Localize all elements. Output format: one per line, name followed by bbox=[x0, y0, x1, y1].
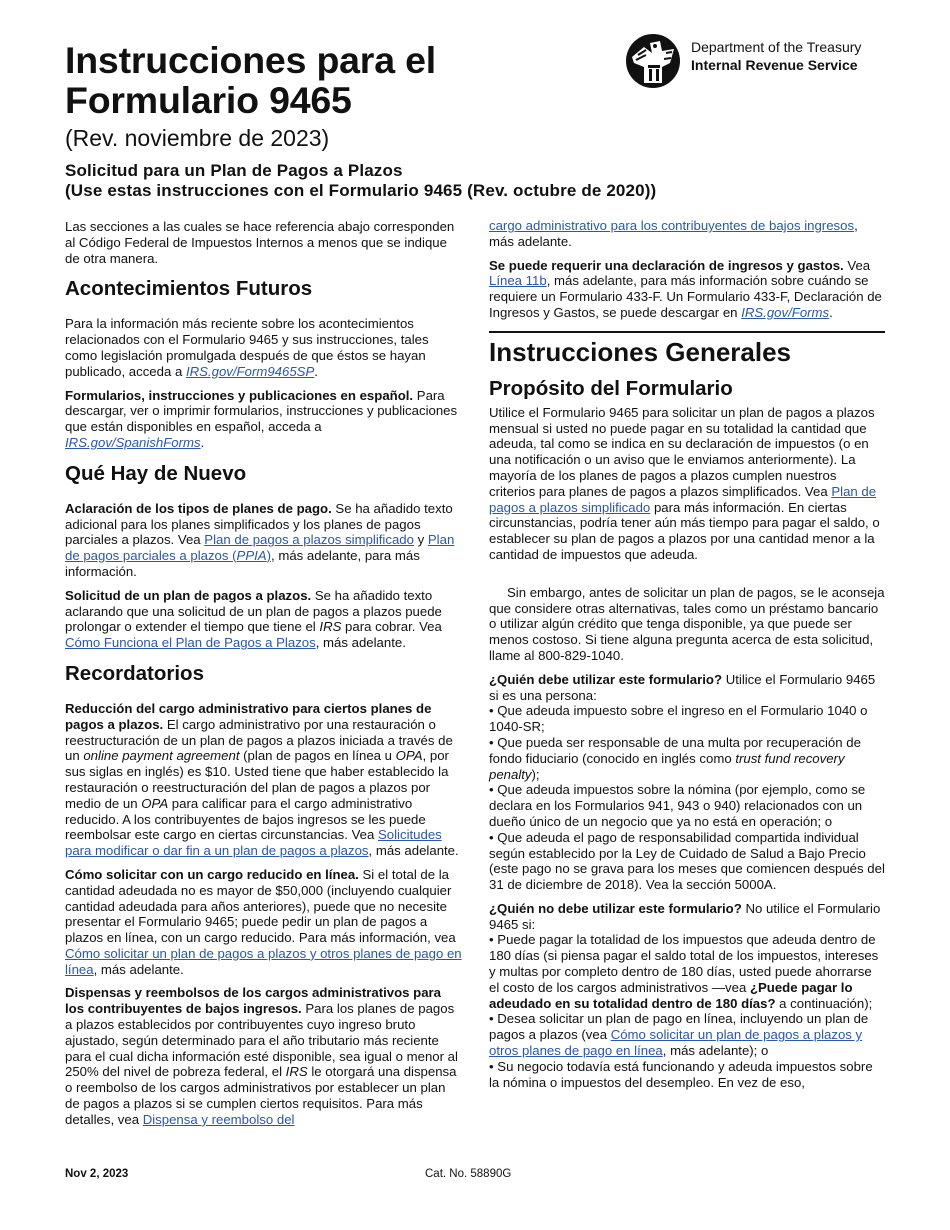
who-should-not-use-list bbox=[489, 932, 885, 1090]
link-line-11b[interactable]: Línea 11b bbox=[489, 273, 547, 289]
text: . bbox=[200, 434, 205, 450]
list-item: • Que adeuda el pago de responsabilidad compartida individual según establecido por la Ley de Cuidado de Salud a Bajo Precio (este pago no se grava para los meses que comiencen después del 31 de diciembre de 2018). Vea la sección 5000A. bbox=[489, 830, 885, 893]
section-heading-reminders: Recordatorios bbox=[65, 661, 204, 685]
new-paragraph-1 bbox=[65, 501, 463, 580]
text: Utilice el Formulario 9465 si es una persona: bbox=[489, 671, 876, 703]
footer-catalog-number: Cat. No. 58890G bbox=[425, 1168, 512, 1180]
agency-line-2: Internal Revenue Service bbox=[691, 57, 858, 73]
list-item bbox=[489, 1011, 885, 1058]
future-paragraph-2 bbox=[65, 388, 463, 451]
text: Para la información más reciente sobre los acontecimientos relacionados con el Formulario 9465 y sus instrucciones, tales como legislación promulgada después de que éstos se hayan publicado, acceda a bbox=[65, 316, 429, 379]
link-apply-online[interactable]: Cómo solicitar un plan de pagos a plazos y otros planes de pago en línea bbox=[65, 945, 462, 977]
text: Se ha añadido texto aclarando que una solicitud de un plan de pagos a plazos puede prolongar o extender el tiempo que tiene el bbox=[65, 587, 442, 635]
link-how-plan-works[interactable]: Cómo Funciona el Plan de Pagos a Plazos bbox=[65, 635, 316, 651]
who-should-not-use bbox=[489, 901, 885, 933]
italic: IRS bbox=[285, 1064, 308, 1080]
who-should-use bbox=[489, 672, 885, 704]
text: Para descargar, ver o imprimir formularios, instrucciones y publicaciones que están disponibles en español, acceda a bbox=[65, 387, 458, 435]
italic: online payment agreement bbox=[83, 748, 240, 764]
text: , más adelante. bbox=[315, 635, 406, 651]
text: a continuación); bbox=[775, 995, 873, 1011]
revision-date: (Rev. noviembre de 2023) bbox=[65, 125, 330, 151]
list-item: • Que adeuda impuesto sobre el ingreso en el Formulario 1040 o 1040-SR; bbox=[489, 703, 885, 735]
bold: ¿Puede pagar lo adeudado en su totalidad dentro de 180 días? bbox=[489, 979, 853, 1011]
link-text: ) bbox=[266, 548, 272, 564]
list-item: • Que adeuda impuestos sobre la nómina (por ejemplo, como se declara en los Formularios 941, 943 o 940) relacionados con un dueño único de un negocio que ya no está en operación; o bbox=[489, 782, 885, 829]
bold-lead: Reducción del cargo administrativo para ciertos planes de pagos a plazos. bbox=[65, 700, 432, 732]
link-simplified-plan-2[interactable]: Plan de pagos a plazos simplificado bbox=[489, 483, 877, 515]
text: y bbox=[413, 532, 428, 548]
bold-lead: ¿Quién no debe utilizar este formulario? bbox=[489, 900, 742, 916]
italic: trust fund recovery penalty bbox=[489, 750, 845, 782]
italic: OPA bbox=[141, 795, 169, 811]
text: Si el total de la cantidad adeudada no es mayor de $50,000 (incluyendo cualquier cantidad adeudada para años anteriores), puede que no necesite presentar el Formulario 9465; puede pedir un plan de pagos a plazos en línea, con un cargo reducido. Para más información, vea bbox=[65, 866, 456, 946]
text: para cobrar. Vea bbox=[341, 619, 442, 635]
text: Desea solicitar un plan de pago en línea, incluyendo un plan de pagos a plazos (vea bbox=[489, 1011, 869, 1043]
link-text: IRS.gov/Forms bbox=[741, 304, 830, 320]
general-instructions-heading: Instrucciones Generales bbox=[489, 336, 792, 367]
link-fee-waiver[interactable]: Dispensa y reembolso del bbox=[142, 1111, 295, 1127]
text: No utilice el Formulario 9465 si: bbox=[489, 900, 881, 932]
link-text: Plan de pagos parciales a plazos ( bbox=[65, 532, 455, 564]
right-column bbox=[489, 218, 885, 1098]
bold-lead: Formularios, instrucciones y publicaciones en español. bbox=[65, 387, 414, 403]
text: , por sus siglas en inglés) es $10. Usted tiene que haber establecido la restauración o reestructuración del plan de pagos a plazos por medio de un bbox=[65, 748, 449, 811]
link-form9465sp[interactable] bbox=[186, 364, 314, 379]
bold-lead: Aclaración de los tipos de planes de pago. bbox=[65, 500, 332, 516]
text: Puede pagar la totalidad de los impuestos que adeuda dentro de 180 días (si piensa pagar el saldo total de los impuestos, intereses y multas por completo dentro de 180 días, usted puede ahorrarse el costo de los cargos administrativos —vea bbox=[489, 932, 879, 995]
text: , más adelante. bbox=[368, 843, 459, 859]
bold-lead: Solicitud de un plan de pagos a plazos. bbox=[65, 587, 312, 603]
text: Vea bbox=[843, 257, 871, 273]
document-subtitle bbox=[65, 161, 905, 201]
text: Utilice el Formulario 9465 para solicitar un plan de pagos a plazos mensual si usted no puede pagar en su totalidad la cantidad que adeuda, tal como se indica en su declaración de impuestos (o en una notificación o un aviso que le enviamos anteriormente). La mayoría de los planes de pagos a plazos cumplen nuestros criterios para planes de pagos a plazos simplificados. Vea bbox=[489, 404, 875, 499]
income-statement-paragraph bbox=[489, 258, 885, 321]
irs-eagle-logo-icon bbox=[622, 33, 684, 89]
italic: IRS bbox=[319, 619, 342, 635]
list-item bbox=[489, 932, 885, 1011]
link-text: PPIA bbox=[236, 548, 267, 564]
subtitle-line-2: (Use estas instrucciones con el Formulario 9465 (Rev. octubre de 2020)) bbox=[65, 181, 657, 200]
reminders-paragraph-3 bbox=[65, 985, 463, 1127]
footer-date: Nov 2, 2023 bbox=[65, 1168, 129, 1180]
link-fee-waiver-cont[interactable]: cargo administrativo para los contribuyentes de bajos ingresos bbox=[489, 218, 855, 233]
document-title bbox=[65, 40, 625, 120]
who-should-use-list bbox=[489, 703, 885, 893]
list-item bbox=[489, 735, 885, 782]
intro-paragraph: Las secciones a las cuales se hace referencia abajo corresponden al Código Federal de Impuestos Internos a menos que se indique de otra manera. bbox=[65, 219, 455, 266]
future-paragraph-1 bbox=[65, 316, 463, 379]
link-apply-online-2[interactable]: Cómo solicitar un plan de pagos a plazos y otros planes de pago en línea bbox=[489, 1027, 863, 1059]
purpose-paragraph-1 bbox=[489, 405, 885, 563]
subtitle-line-1: Solicitud para un Plan de Pagos a Plazos bbox=[65, 161, 403, 180]
text: (plan de pagos en línea u bbox=[239, 748, 396, 764]
reminders-paragraph-1 bbox=[65, 701, 463, 859]
text: , más adelante. bbox=[489, 218, 858, 249]
text: Se ha añadido texto adicional para los planes simplificados y los planes de pagos parciales a plazos. Vea bbox=[65, 500, 453, 548]
agency-name bbox=[691, 38, 861, 74]
text: , más adelante, para más información sobre cuándo se requiere un Formulario 433-F. Un Formulario 433-F, Declaración de Ingresos y Gastos, se puede descargar en bbox=[489, 273, 882, 320]
link-simplified-plan[interactable]: Plan de pagos a plazos simplificado bbox=[204, 532, 414, 548]
purpose-heading: Propósito del Formulario bbox=[489, 376, 733, 400]
link-spanishforms[interactable] bbox=[65, 435, 201, 450]
italic: OPA bbox=[395, 748, 423, 764]
text: Que pueda ser responsable de una multa por recuperación de fondo fiduciario (conocido en inglés como bbox=[489, 734, 861, 766]
link-modify-plan[interactable]: Solicitudes para modificar o dar fin a un plan de pagos a plazos bbox=[65, 827, 442, 859]
section-heading-future: Acontecimientos Futuros bbox=[65, 277, 313, 301]
text: para más información. En ciertas circunstancias, podría tener aún más tiempo para pagar el saldo, o establecer su plan de pagos a plazos por una cantidad menor a la cantidad de impuestos que adeuda. bbox=[489, 499, 880, 562]
text: , más adelante, para más información. bbox=[65, 548, 420, 579]
text: le otorgará una dispensa o reembolso de los cargos administrativos por establecer un plan de pagos a plazos si se cumplen ciertos requisitos. Para más detalles, vea bbox=[65, 1064, 457, 1127]
bold-lead: Se puede requerir una declaración de ingresos y gastos. bbox=[489, 257, 844, 273]
agency-line-1: Department of the Treasury bbox=[691, 39, 862, 55]
text: ); bbox=[531, 766, 540, 782]
text: El cargo administrativo por una restauración o reestructuración de un plan de pagos a plazos iniciada a través de un bbox=[65, 716, 453, 764]
new-paragraph-2 bbox=[65, 588, 463, 651]
text: para calificar para el cargo administrativo reducido. A los contribuyentes de bajos ingresos se les puede reembolsar este cargo en ciertas circunstancias. Vea bbox=[65, 795, 426, 843]
title-line-1: Instrucciones para el bbox=[65, 39, 436, 81]
reminders-paragraph-2 bbox=[65, 867, 463, 978]
continued-paragraph bbox=[489, 218, 885, 250]
link-text: IRS.gov/SpanishForms bbox=[65, 434, 201, 450]
left-column bbox=[65, 219, 463, 1136]
title-line-2: Formulario 9465 bbox=[65, 79, 352, 121]
purpose-paragraph-2: Sin embargo, antes de solicitar un plan de pagos, se le aconseja que considere otras alternativas, tales como un préstamo bancario o utilizar algún crédito que tenga disponible, ya que puede ser menos costoso. Si tiene alguna pregunta acerca de esta solicitud, llame al 800-829-1040. bbox=[489, 584, 885, 663]
list-item: • Su negocio todavía está funcionando y adeuda impuestos sobre la nómina o impuestos del desempleo. En vez de eso, bbox=[489, 1059, 885, 1091]
section-heading-whats-new: Qué Hay de Nuevo bbox=[65, 461, 247, 485]
bold-lead: Cómo solicitar con un cargo reducido en línea. bbox=[65, 866, 359, 882]
link-text: IRS.gov/Form9465SP bbox=[185, 363, 315, 379]
text: . bbox=[829, 304, 833, 320]
bold-lead: ¿Quién debe utilizar este formulario? bbox=[489, 671, 723, 687]
text: , más adelante); o bbox=[662, 1043, 769, 1059]
bold-lead: Dispensas y reembolsos de los cargos administrativos para los contribuyentes de bajos ingresos. bbox=[65, 985, 441, 1017]
text: Para los planes de pagos a plazos establecidos por contribuyentes cuyo ingreso bruto ajustado, según determinado para el año tributario más reciente para el cual dicha información esté disponible, sea igual o menor al 250% del nivel de pobreza federal, el bbox=[65, 1001, 458, 1080]
text: . bbox=[314, 363, 318, 379]
link-irs-forms[interactable] bbox=[741, 305, 829, 320]
text: , más adelante. bbox=[93, 961, 184, 977]
